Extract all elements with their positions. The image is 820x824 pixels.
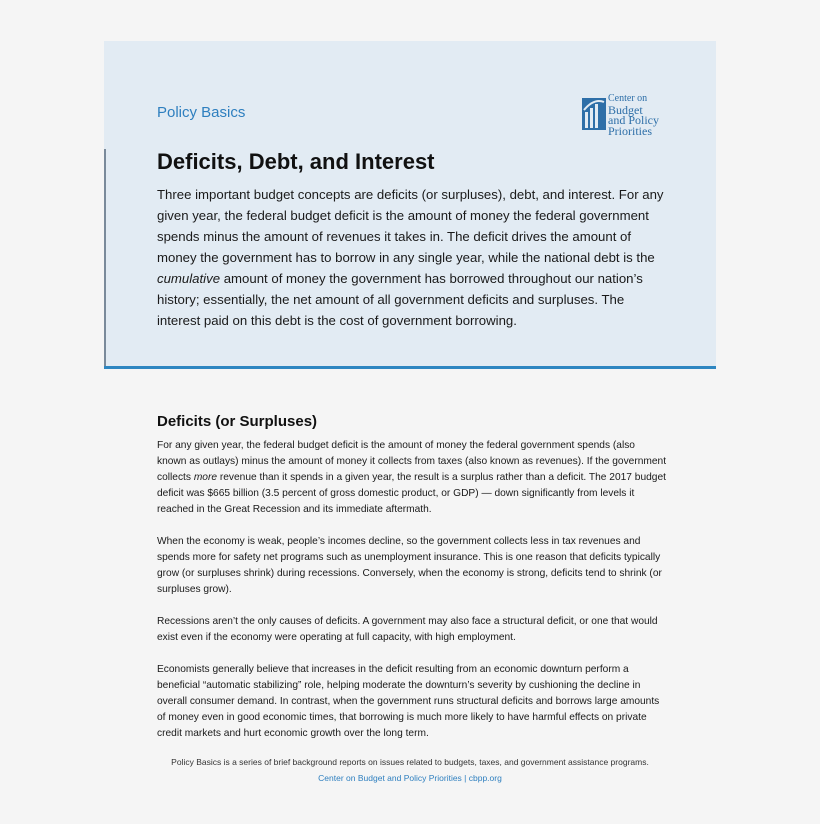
section-body (157, 438, 667, 758)
cbpp-logo-mark-icon (582, 98, 606, 130)
intro-text-part-1: Three important budget concepts are deficits (or surpluses), debt, and interest. For any given year, the federal budget deficit is the amount of money the federal government spends minus the amount of revenues it takes in. The deficit drives the amount of money the government has to borrow in any single year, while the national debt is the (157, 187, 664, 265)
intro-text-part-2: amount of money the government has borrowed throughout our nation’s history; essentially, the net amount of all government deficits and surpluses. The interest paid on this debt is the cost of government borrowing. (157, 271, 643, 328)
logo-line-3: and Policy (608, 113, 659, 127)
cbpp-logo-wordmark (608, 94, 659, 136)
p1-text-part-1: For any given year, the federal budget deficit is the amount of money the federal government spends (also known as outlays) minus the amount of money it collects from taxes (also known as revenues). If the government collects (157, 440, 667, 483)
body-paragraph-2: When the economy is weak, people’s incomes decline, so the government collects less in tax revenues and spends more for safety net programs such as unemployment insurance. This is one reason that deficits typically grow (or surpluses shrink) during recessions. Conversely, when the economy is strong, deficits tend to shrink (or surpluses grow). (157, 536, 662, 595)
body-paragraph-4: Economists generally believe that increases in the deficit resulting from an economic downturn perform a beneficial “automatic stabilizing” role, helping moderate the downturn’s severity by cushioning the decline in overall consumer demand. In contrast, when the government runs structural deficits and borrows large amounts of money even in good economic times, that borrowing is much more likely to have harmful effects on private credit markets and hurt economic growth over the long term. (157, 664, 660, 739)
body-paragraph-3: Recessions aren’t the only causes of deficits. A government may also face a structural deficit, or one that would exist even if the economy were operating at full capacity, with high employment. (157, 616, 658, 643)
logo-line-4: Priorities (608, 123, 652, 138)
p1-text-part-2: revenue than it spends in a given year, the result is a surplus rather than a deficit. The 2017 budget deficit was $665 billion (3.5 percent of gross domestic product, or GDP) — down significantly from levels it reached in the Great Recession and its immediate aftermath. (157, 472, 666, 515)
cbpp-logo (582, 94, 662, 138)
intro-emphasis: cumulative (157, 271, 221, 286)
footer-org-link[interactable]: Center on Budget and Policy Priorities | cbpp.org (318, 773, 502, 783)
p1-emphasis: more (193, 472, 218, 483)
series-label: Policy Basics (157, 104, 246, 121)
intro-paragraph (157, 184, 665, 331)
section-heading: Deficits (or Surpluses) (157, 413, 318, 430)
document-title: Deficits, Debt, and Interest (157, 149, 435, 174)
header-left-rule (104, 149, 106, 366)
footer-note: Policy Basics is a series of brief background reports on issues related to budgets, taxes, and government assistance programs. (171, 757, 649, 767)
body-paragraph-1 (157, 438, 667, 518)
logo-line-1: Center on (608, 93, 648, 104)
logo-line-2: Budget (608, 102, 643, 117)
